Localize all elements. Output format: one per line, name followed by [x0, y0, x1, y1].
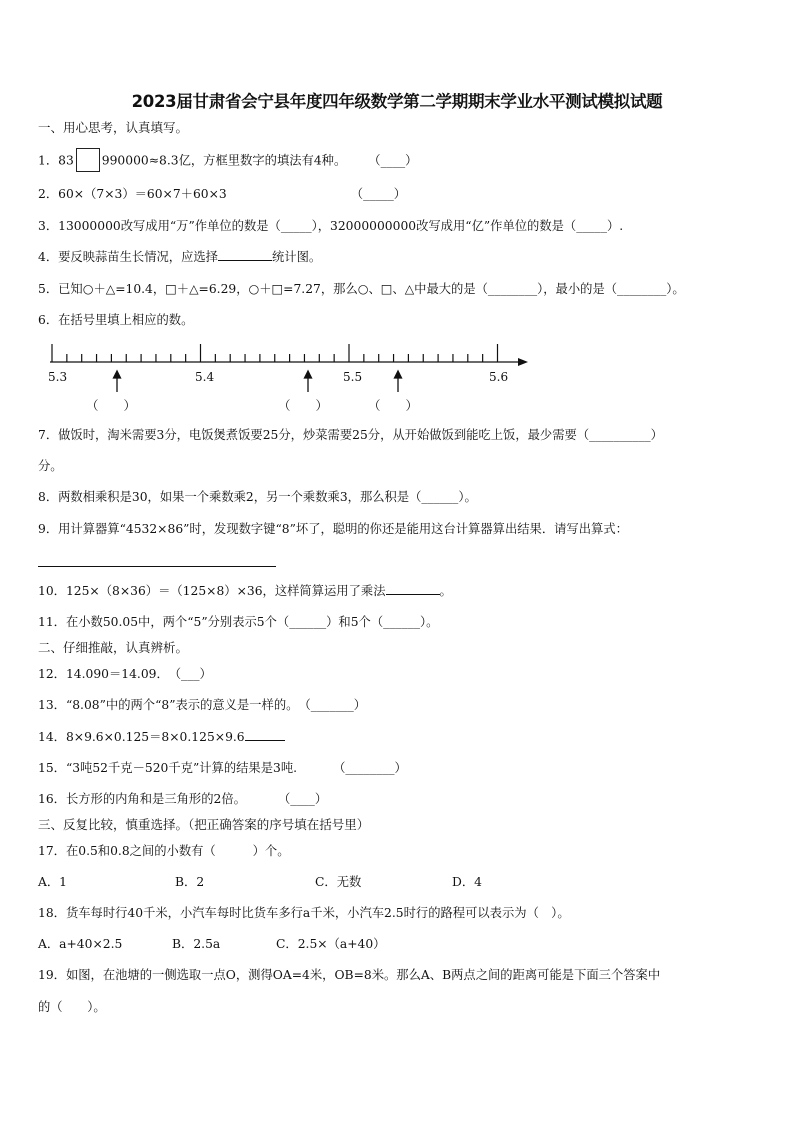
q4-suffix: 统计图。: [271, 250, 322, 264]
question-19-cont: 的（ ）。: [38, 1000, 106, 1014]
question-8: 8．两数相乘积是30，如果一个乘数乘2，另一个乘数乘3，那么积是（______）。: [38, 490, 477, 504]
question-7-cont: 分。: [38, 459, 63, 473]
question-1: [38, 149, 417, 173]
q17-option-a[interactable]: A．1: [38, 875, 68, 889]
question-2: [38, 185, 406, 203]
question-18: 18．货车每时行40千米，小汽车每时比货车多行a千米，小汽车2.5时行的路程可以表示为（ ）。: [38, 906, 570, 920]
question-11: 11．在小数50.05中，两个“5”分别表示5个（______）和5个（______）。: [38, 615, 439, 629]
tick-label-5-3: 5.3: [48, 370, 68, 384]
question-3: 3．13000000改写成用“万”作单位的数是（_____），32000000000改写成用“亿”作单位的数是（_____）.: [38, 219, 624, 233]
q10-blank[interactable]: [386, 582, 440, 595]
q15-paren[interactable]: （________）: [333, 761, 407, 775]
q2-paren[interactable]: （_____）: [350, 187, 407, 201]
q14-blank[interactable]: [245, 728, 285, 741]
question-5: 5．已知○＋△=10.4，□＋△=6.29，○＋□=7.27，那么○、□、△中最大的是（________），最小的是（________）。: [38, 282, 685, 296]
tick-label-5-6: 5.6: [489, 370, 509, 384]
q17-option-c[interactable]: C．无数: [315, 875, 362, 889]
number-line: [46, 340, 536, 416]
question-14: [38, 728, 285, 746]
tick-label-5-4: 5.4: [195, 370, 215, 384]
section-2-heading: 二、仔细推敲，认真辨析。: [38, 640, 189, 655]
question-4: [38, 248, 321, 266]
q17-option-b[interactable]: B．2: [175, 875, 205, 889]
question-10: [38, 582, 452, 600]
question-7: 7．做饭时，淘米需要3分，电饭煲煮饭要25分，炒菜需要25分，从开始做饭到能吃上饭，最少需要（__________）: [38, 428, 663, 442]
q2-text: 2．60×（7×3）＝60×7＋60×3: [38, 187, 227, 201]
question-9: 9．用计算器算“4532×86”时，发现数字键“8”坏了，聪明的你还是能用这台计算器算出结果．请写出算式：: [38, 522, 628, 536]
tick-label-5-5: 5.5: [343, 370, 363, 384]
q10-text: 10．125×（8×36）＝（125×8）×36，这样简算运用了乘法: [38, 584, 386, 598]
question-15: [38, 759, 407, 777]
numberline-blank-2[interactable]: （ ）: [278, 398, 329, 413]
q4-text: 4．要反映蒜苗生长情况，应选择: [38, 250, 218, 264]
question-6: 6．在括号里填上相应的数。: [38, 313, 194, 327]
q17-option-d[interactable]: D．4: [452, 875, 482, 889]
q1-prefix: 1．83: [38, 153, 74, 168]
q18-option-b[interactable]: B．2.5a: [172, 937, 221, 951]
q14-text: 14．8×9.6×0.125＝8×0.125×9.6: [38, 730, 245, 744]
section-3-heading: 三、反复比较，慎重选择。（把正确答案的序号填在括号里）: [38, 817, 370, 832]
question-12: 12．14.090＝14.09． （___）: [38, 667, 212, 681]
section-1-heading: 一、用心思考，认真填写。: [38, 120, 189, 135]
q10-suffix: 。: [439, 584, 452, 598]
q9-answer-line[interactable]: [38, 566, 276, 567]
q15-text: 15．“3吨52千克－520千克”计算的结果是3吨.: [38, 761, 298, 775]
page-title: 2023届甘肃省会宁县年度四年级数学第二学期期末学业水平测试模拟试题: [131, 92, 663, 111]
question-19: 19．如图，在池塘的一侧选取一点O，测得OA=4米，OB=8米。那么A、B两点之间的距离可能是下面三个答案中: [38, 968, 661, 982]
q1-text: 990000≈8.3亿，方框里数字的填法有4种。: [101, 153, 347, 168]
question-16: [38, 790, 327, 808]
q1-paren[interactable]: （____）: [368, 153, 418, 168]
q18-option-c[interactable]: C．2.5×（a+40）: [276, 937, 386, 951]
numberline-blank-1[interactable]: （ ）: [86, 398, 137, 413]
q4-blank[interactable]: [218, 248, 272, 261]
numberline-blank-3[interactable]: （ ）: [368, 398, 419, 413]
q18-option-a[interactable]: A．a+40×2.5: [38, 937, 123, 951]
answer-box[interactable]: [76, 148, 100, 172]
question-13: 13．“8.08”中的两个“8”表示的意义是一样的。 （_______）: [38, 698, 367, 712]
q16-text: 16．长方形的内角和是三角形的2倍。: [38, 792, 246, 806]
question-17: 17．在0.5和0.8之间的小数有（ ）个。: [38, 844, 290, 858]
q16-paren[interactable]: （____）: [277, 792, 328, 806]
